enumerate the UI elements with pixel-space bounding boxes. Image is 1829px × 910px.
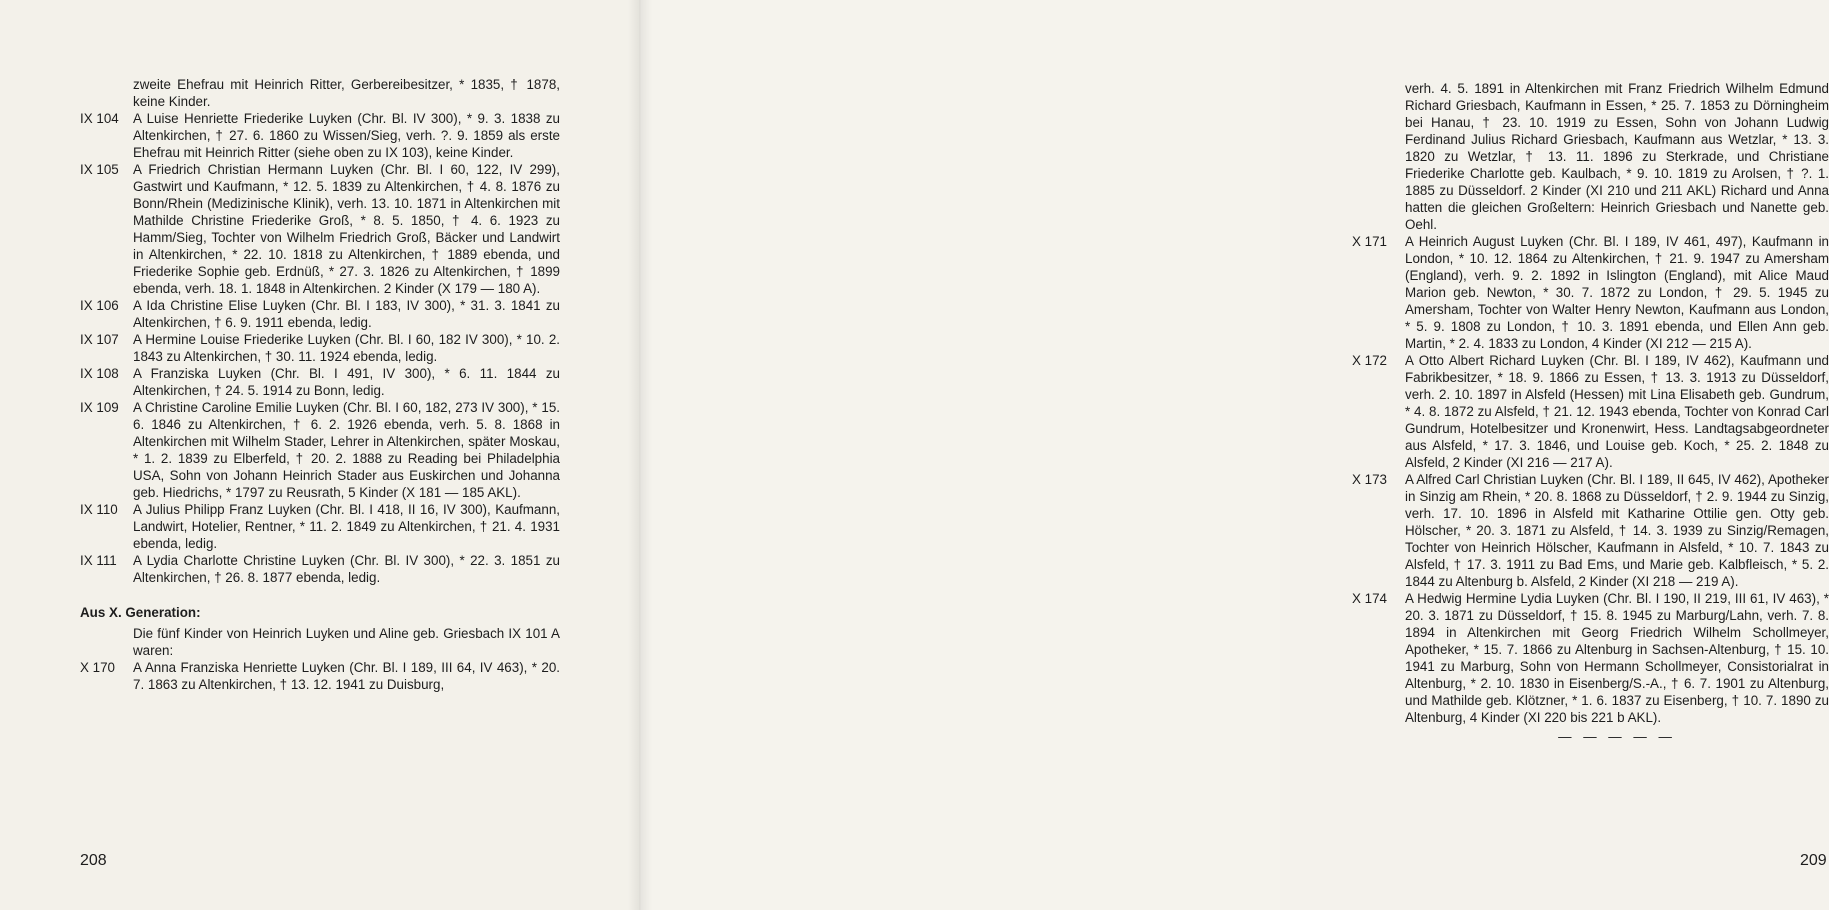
genealogy-entry [80,161,560,297]
genealogy-entry [1352,352,1829,471]
entry-text: A Otto Albert Richard Luyken (Chr. Bl. I 189, IV 462), Kaufmann und Fabrikbesitzer, * 18. 9. 1866 zu Essen, † 13. 3. 1913 zu Düsseldorf, verh. 2. 10. 1897 in Alsfeld (Hessen) mit Lina Elisabeth geb. Gundrum, * 4. 8. 1872 zu Alsfeld, † 21. 12. 1943 ebenda, Tochter von Konrad Carl Gundrum, Hotelbesitzer und Kronenwirt, Hess. Landtagsabgeordneter aus Alsfeld, * 17. 3. 1846, und Louise geb. Koch, * 25. 2. 1848 zu Alsfeld, 2 Kinder (XI 216 — 217 A). [1405,353,1829,470]
genealogy-entry [80,552,560,586]
entry-text: A Julius Philipp Franz Luyken (Chr. Bl. I 418, II 16, IV 300), Kaufmann, Landwirt, Hotelier, Rentner, * 11. 2. 1849 zu Altenkirchen, † 21. 4. 1931 ebenda, ledig. [133,502,560,551]
entry-number: IX 106 [80,298,119,313]
genealogy-entry [80,659,560,693]
intro-paragraph: zweite Ehefrau mit Heinrich Ritter, Gerbereibesitzer, * 1835, † 1878, keine Kinder. [133,77,560,109]
entry-number: IX 105 [80,162,119,177]
right-page-text [1352,80,1829,745]
genealogy-entry [1352,471,1829,590]
entry-number: IX 104 [80,111,119,126]
entry-number: X 171 [1352,234,1387,249]
section-intro: Die fünf Kinder von Heinrich Luyken und Aline geb. Griesbach IX 101 A waren: [133,626,560,658]
page-number: 208 [80,852,107,869]
genealogy-entry [80,501,560,552]
entry-text: A Alfred Carl Christian Luyken (Chr. Bl. I 189, II 645, IV 462), Apotheker in Sinzig am Rhein, * 20. 8. 1868 zu Düsseldorf, † 2. 9. 1944 zu Sinzig, verh. 17. 10. 1896 in Alsfeld mit Katharine Ottilie gen. Otty geb. Hölscher, * 20. 3. 1871 zu Alsfeld, † 14. 3. 1939 zu Sinzig/Remagen, Tochter von Heinrich Hölscher, Kaufmann in Alsfeld, * 10. 7. 1843 zu Alsfeld, † 17. 3. 1911 zu Bad Ems, und Marie geb. Kalbfleisch, * 5. 2. 1844 zu Altenburg b. Alsfeld, 2 Kinder (XI 218 — 219 A). [1405,472,1829,589]
right-page [640,0,1829,910]
genealogy-entry [1352,233,1829,352]
book-gutter [628,0,652,910]
entry-number: IX 107 [80,332,119,347]
entry-text: A Ida Christine Elise Luyken (Chr. Bl. I 183, IV 300), * 31. 3. 1841 zu Altenkirchen, † 6. 9. 1911 ebenda, ledig. [133,298,560,330]
entry-number: X 173 [1352,472,1387,487]
entry-number: X 174 [1352,591,1387,606]
entry-number: IX 109 [80,400,119,415]
entry-number: IX 108 [80,366,119,381]
entry-text: A Friedrich Christian Hermann Luyken (Chr. Bl. I 60, 122, IV 299), Gastwirt und Kaufmann, * 12. 5. 1839 zu Altenkirchen, † 4. 8. 1876 zu Bonn/Rhein (Medizinische Klinik), verh. 13. 10. 1871 in Altenkirchen mit Mathilde Christine Friederike Groß, * 8. 5. 1850, † 4. 6. 1923 zu Hamm/Sieg, Tochter von Wilhelm Friedrich Groß, Bäcker und Landwirt in Altenkirchen, * 22. 10. 1818 zu Altenkirchen, † 1889 ebenda, und Friederike Sophie geb. Erdnüß, * 27. 3. 1826 zu Altenkirchen, † 1899 ebenda, verh. 18. 1. 1848 in Altenkirchen. 2 Kinder (X 179 — 180 A). [133,162,560,296]
genealogy-entry [80,110,560,161]
left-page-text [80,76,560,693]
page-number: 209 [1800,852,1827,869]
genealogy-entry [80,297,560,331]
entry-text: A Heinrich August Luyken (Chr. Bl. I 189, IV 461, 497), Kaufmann in London, * 10. 12. 1864 zu Altenkirchen, † 21. 9. 1947 zu Amersham (England), verh. 9. 2. 1892 in Islington (England), mit Alice Maud Marion geb. Newton, * 30. 7. 1872 zu London, † 29. 5. 1945 zu Amersham, Tochter von Walter Henry Newton, Kaufmann aus London, * 5. 9. 1808 zu London, † 10. 3. 1891 ebenda, und Ellen Ann geb. Martin, * 2. 4. 1833 zu London, 4 Kinder (XI 212 — 215 A). [1405,234,1829,351]
entry-text: A Franziska Luyken (Chr. Bl. I 491, IV 300), * 6. 11. 1844 zu Altenkirchen, † 24. 5. 1914 zu Bonn, ledig. [133,366,560,398]
genealogy-entry [80,365,560,399]
entry-text: A Anna Franziska Henriette Luyken (Chr. Bl. I 189, III 64, IV 463), * 20. 7. 1863 zu Altenkirchen, † 13. 12. 1941 zu Duisburg, [133,660,560,692]
genealogy-entry [1352,590,1829,726]
section-heading: Aus X. Generation: [80,605,201,620]
entry-text: A Luise Henriette Friederike Luyken (Chr. Bl. IV 300), * 9. 3. 1838 zu Altenkirchen, † 27. 6. 1860 zu Wissen/Sieg, verh. ?. 9. 1859 als erste Ehefrau mit Heinrich Ritter (siehe oben zu IX 103), keine Kinder. [133,111,560,160]
entry-text: A Hedwig Hermine Lydia Luyken (Chr. Bl. I 190, II 219, III 61, IV 463), * 20. 3. 1871 zu Düsseldorf, † 15. 8. 1945 zu Marburg/Lahn, verh. 7. 8. 1894 in Altenkirchen mit Georg Friedrich Wilhelm Schollmeyer, Apotheker, * 15. 7. 1866 zu Altenburg in Sachsen-Altenburg, † 15. 10. 1941 zu Marburg, Sohn von Hermann Schollmeyer, Consistorialrat in Altenburg, * 2. 10. 1830 in Eisenberg/S.-A., † 6. 7. 1901 zu Altenburg, und Mathilde geb. Klötzner, * 1. 6. 1837 zu Eisenberg, † 10. 7. 1890 zu Altenburg, 4 Kinder (XI 220 bis 221 b AKL). [1405,591,1829,725]
end-mark: — — — — — [1558,729,1676,744]
entry-number: X 172 [1352,353,1387,368]
left-page [0,0,640,910]
entry-number: IX 110 [80,502,118,517]
genealogy-entry [80,331,560,365]
entry-text: A Christine Caroline Emilie Luyken (Chr. Bl. I 60, 182, 273 IV 300), * 15. 6. 1846 zu Altenkirchen, † 6. 2. 1926 ebenda, verh. 5. 8. 1868 in Altenkirchen mit Wilhelm Stader, Lehrer in Altenkirchen, später Moskau, * 1. 2. 1839 zu Elberfeld, † 20. 2. 1888 zu Reading bei Philadelphia USA, Sohn von Johann Heinrich Stader aus Euskirchen und Johanna geb. Hiedrichs, * 1797 zu Reusrath, 5 Kinder (X 181 — 185 AKL). [133,400,560,500]
genealogy-entry [80,399,560,501]
entry-number: X 170 [80,660,115,675]
entry-number: IX 111 [80,553,117,568]
entry-text: A Hermine Louise Friederike Luyken (Chr. Bl. I 60, 182 IV 300), * 10. 2. 1843 zu Altenkirchen, † 30. 11. 1924 ebenda, ledig. [133,332,560,364]
entry-text: A Lydia Charlotte Christine Luyken (Chr. Bl. IV 300), * 22. 3. 1851 zu Altenkirchen, † 26. 8. 1877 ebenda, ledig. [133,553,560,585]
continued-entry-text: verh. 4. 5. 1891 in Altenkirchen mit Franz Friedrich Wilhelm Edmund Richard Griesbach, Kaufmann in Essen, * 25. 7. 1853 zu Dörningheim bei Hanau, † 23. 10. 1919 zu Essen, Sohn von Johann Ludwig Ferdinand Julius Richard Griesbach, Kaufmann aus Wetzlar, * 13. 3. 1820 zu Wetzlar, † 13. 11. 1896 zu Sterkrade, und Christiane Friederike Charlotte geb. Kaulbach, * 9. 10. 1819 zu Arolsen, † ?. 1. 1885 zu Düsseldorf. 2 Kinder (XI 210 und 211 AKL) Richard und Anna hatten die gleichen Großeltern: Heinrich Griesbach und Nanette geb. Oehl. [1405,81,1829,232]
